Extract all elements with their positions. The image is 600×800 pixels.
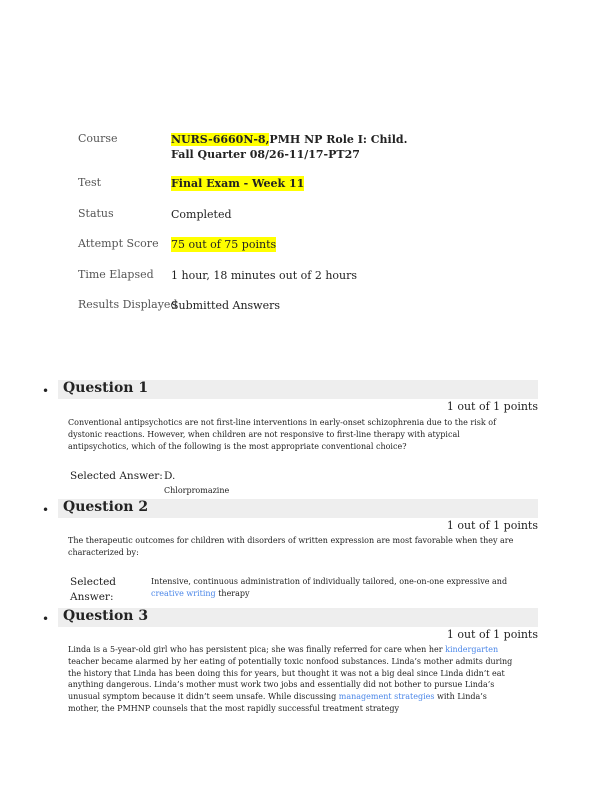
status-value: Completed bbox=[171, 208, 232, 221]
management-strategies-link[interactable]: management strategies bbox=[338, 692, 435, 702]
kindergarten-link[interactable]: kindergarten bbox=[445, 645, 499, 654]
course-name: PMH NP Role I: Child. bbox=[269, 133, 408, 146]
creative-writing-link[interactable]: creative writing bbox=[151, 588, 216, 598]
time-label: Time Elapsed bbox=[78, 268, 154, 281]
selected-answer-label: Selected bbox=[70, 576, 117, 588]
results-value: Submitted Answers bbox=[171, 299, 281, 312]
question-text-part-2: teacher became alarmed by her eating of potentially toxic nonfood substances. Linda’s mother admits during the history that Linda has been doing this for years, but thought it was not a big deal since Linda didn’t eat anything dangerous. Linda’s mother must work two jobs and essentially did not bother to pursue Linda’s unusual symptom because it didn’t seem unsafe. While discussing bbox=[68, 656, 513, 702]
question-score: 1 out of 1 points bbox=[446, 628, 538, 641]
question-text-part-3: with Linda’s mother, the PMHNP counsels that the most rapidly successful treatment strategy bbox=[68, 692, 487, 713]
question-text-part-1: Linda is a 5-year-old girl who has persistent pica; she was finally referred for care when her bbox=[68, 645, 446, 654]
bullet-icon: • bbox=[42, 612, 50, 626]
answer-text bbox=[151, 576, 516, 599]
course-code: NURS-6660N-8, bbox=[171, 133, 270, 146]
answer-text-part-2: therapy bbox=[215, 588, 250, 598]
test-value: Final Exam - Week 11 bbox=[171, 177, 305, 190]
answer-text: Chlorpromazine bbox=[164, 486, 230, 495]
answer-letter: D. bbox=[164, 470, 176, 482]
answer-text-part-1: Intensive, continuous administration of individually tailored, one-on-one expressive and bbox=[151, 577, 508, 586]
question-score: 1 out of 1 points bbox=[446, 400, 538, 413]
test-label: Test bbox=[78, 176, 102, 189]
score-label: Attempt Score bbox=[78, 237, 159, 250]
course-value bbox=[171, 132, 407, 162]
question-text: Conventional antipsychotics are not first-line interventions in early-onset schizophrenia due to the risk of dystonic reactions. However, when children are not responsive to first-line therapy with atypical antipsychotics, which of the following is the most appropriate conventional choice? bbox=[68, 418, 497, 451]
selected-answer-label-2: Answer: bbox=[70, 591, 114, 603]
question-text bbox=[68, 644, 514, 715]
time-value: 1 hour, 18 minutes out of 2 hours bbox=[171, 269, 358, 282]
course-term: Fall Quarter 08/26-11/17-PT27 bbox=[171, 148, 360, 161]
selected-answer-label: Selected Answer: bbox=[70, 470, 163, 482]
question-title: Question 3 bbox=[63, 608, 149, 624]
course-label: Course bbox=[78, 132, 118, 145]
bullet-icon: • bbox=[42, 384, 50, 398]
status-label: Status bbox=[78, 207, 114, 220]
results-label: Results Displayed bbox=[78, 298, 178, 311]
bullet-icon: • bbox=[42, 503, 50, 517]
score-value: 75 out of 75 points bbox=[171, 238, 277, 251]
question-score: 1 out of 1 points bbox=[446, 519, 538, 532]
question-title: Question 2 bbox=[63, 499, 149, 515]
question-text: The therapeutic outcomes for children with disorders of written expression are most favorable when they are characterized by: bbox=[68, 536, 514, 557]
question-title: Question 1 bbox=[63, 380, 149, 396]
